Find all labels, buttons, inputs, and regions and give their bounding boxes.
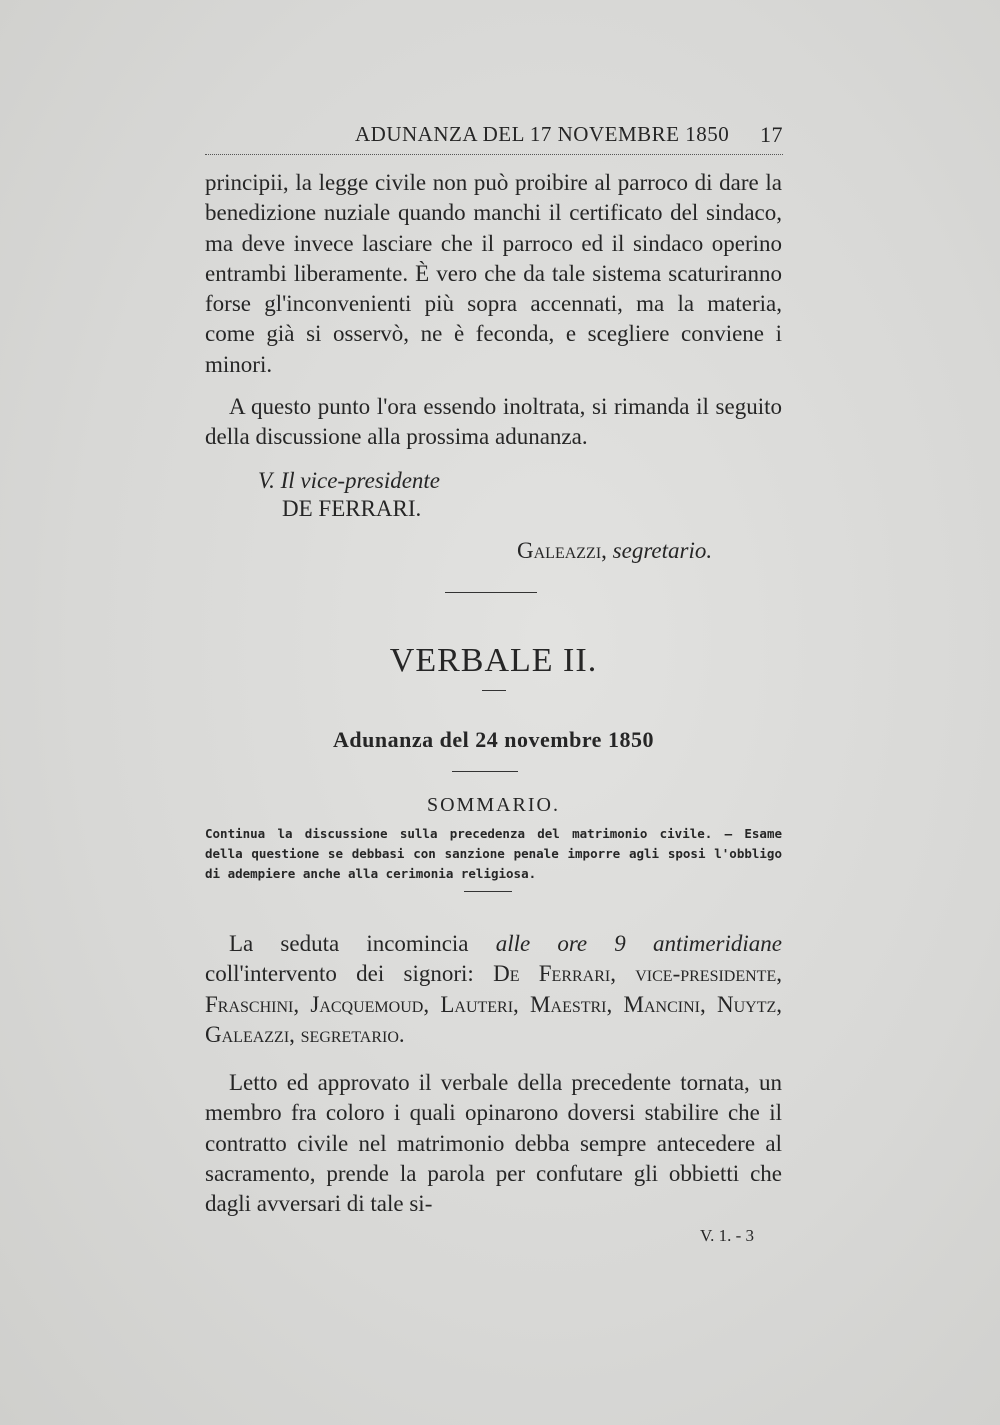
header-rule bbox=[205, 154, 783, 155]
paragraph-minutes: Letto ed approvato il verbale della precedente tornata, un membro fra coloro i quali opinarono doversi stabilire che il contratto civile nel matrimonio debba sempre antecedere al sacramento, prende la parola per confutare gli obbietti che dagli avversari di tale si- bbox=[205, 1070, 782, 1217]
title-dash bbox=[482, 690, 506, 691]
vice-president-name: DE FERRARI. bbox=[282, 496, 422, 521]
printer-signature-mark: V. 1. - 3 bbox=[700, 1226, 754, 1245]
secretary-name: Galeazzi, bbox=[517, 538, 607, 563]
paragraph-attendance bbox=[205, 929, 782, 1050]
verbale-title: VERBALE II. bbox=[389, 642, 598, 679]
page-header bbox=[205, 120, 783, 154]
paragraph-continuation: principii, la legge civile non può proibire al parroco di dare la benedizione nuziale quando manchi il certificato del sindaco, ma deve invece lasciare che il parroco ed il sindaco operino entrambi liberamente. È vero che da tale sistema scaturiranno forse gl'inconvenienti più sopra accennati, ma la materia, come già si osservò, ne è feconda, e scegliere conviene i minori. bbox=[205, 170, 782, 377]
subtitle-rule bbox=[452, 771, 518, 772]
secretary-signature bbox=[517, 538, 712, 564]
vice-president-title: V. Il vice-presidente bbox=[258, 468, 441, 493]
page-number: 17 bbox=[760, 122, 783, 147]
summary-label: SOMMARIO. bbox=[426, 794, 561, 816]
attendance-intro: La seduta incomincia bbox=[229, 931, 496, 956]
summary-rule bbox=[464, 891, 512, 892]
attendance-rest: coll'intervento dei signori: bbox=[205, 961, 494, 987]
running-title: ADUNANZA DEL 17 NOVEMBRE 1850 bbox=[355, 122, 730, 146]
secretary-role: segretario. bbox=[612, 538, 713, 563]
meeting-date-heading: Adunanza del 24 novembre 1850 bbox=[333, 727, 654, 752]
paragraph-adjournment: A questo punto l'ora essendo inoltrata, si rimanda il seguito della discussione alla prossima adunanza. bbox=[205, 394, 782, 450]
attendance-names: De Ferrari, vice-presidente, Fraschini, Jacquemoud, Lauteri, Maestri, Mancini, Nuytz, Galeazzi, segretario. bbox=[205, 961, 782, 1047]
summary-text: Continua la discussione sulla precedenza del matrimonio civile. — Esame della questione se debbasi con sanzione penale imporre agli sposi l'obbligo di adempiere anche alla cerimonia religiosa. bbox=[205, 826, 782, 881]
vice-president-line bbox=[258, 468, 440, 494]
attendance-time: alle ore 9 antimeridiane bbox=[495, 931, 782, 956]
section-divider bbox=[445, 592, 537, 593]
